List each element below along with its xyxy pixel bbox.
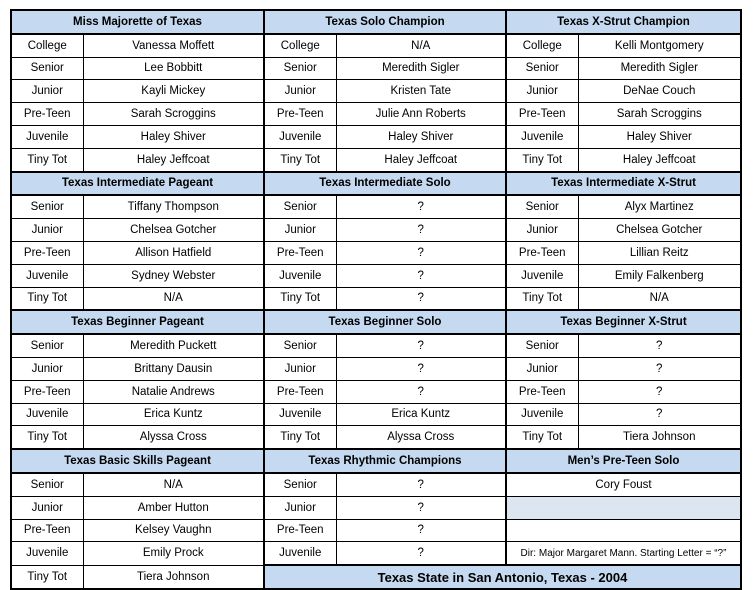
beginner-xstrut-header: Texas Beginner X-Strut: [506, 310, 741, 334]
name-cell: Lillian Reitz: [578, 241, 741, 264]
level-cell: Senior: [264, 57, 336, 80]
intermediate-pageant-header: Texas Intermediate Pageant: [11, 172, 264, 196]
level-cell: Tiny Tot: [264, 426, 336, 449]
section-4-header-row: [11, 449, 741, 473]
level-cell: Tiny Tot: [264, 287, 336, 310]
name-cell: Chelsea Gotcher: [578, 219, 741, 242]
level-cell: Senior: [11, 57, 83, 80]
level-cell: Senior: [264, 195, 336, 218]
level-cell: Tiny Tot: [264, 148, 336, 171]
level-cell: Juvenile: [11, 403, 83, 426]
name-cell: Alyssa Cross: [83, 426, 264, 449]
table-row: [11, 195, 741, 218]
level-cell: Tiny Tot: [11, 565, 83, 589]
level-cell: Junior: [264, 496, 336, 519]
name-cell: ?: [578, 334, 741, 357]
level-cell: Junior: [11, 219, 83, 242]
mens-preteen-solo-header: Men’s Pre-Teen Solo: [506, 449, 741, 473]
name-cell: ?: [336, 380, 506, 403]
level-cell: Pre-Teen: [264, 380, 336, 403]
section-2-header-row: [11, 172, 741, 196]
solo-champion-header: Texas Solo Champion: [264, 10, 506, 34]
level-cell: Juvenile: [11, 125, 83, 148]
name-cell: N/A: [83, 473, 264, 496]
level-cell: Tiny Tot: [506, 148, 578, 171]
table-row: [11, 496, 741, 519]
table-row: [11, 57, 741, 80]
name-cell: ?: [336, 287, 506, 310]
table-row: [11, 219, 741, 242]
name-cell: Erica Kuntz: [336, 403, 506, 426]
intermediate-xstrut-header: Texas Intermediate X-Strut: [506, 172, 741, 196]
table-row: [11, 264, 741, 287]
name-cell: Sydney Webster: [83, 264, 264, 287]
level-cell: Junior: [264, 357, 336, 380]
level-cell: Senior: [264, 334, 336, 357]
table-row: [11, 334, 741, 357]
level-cell: Pre-Teen: [506, 241, 578, 264]
level-cell: Tiny Tot: [506, 426, 578, 449]
intermediate-solo-header: Texas Intermediate Solo: [264, 172, 506, 196]
name-cell: Haley Shiver: [83, 125, 264, 148]
name-cell: Meredith Puckett: [83, 334, 264, 357]
level-cell: College: [264, 34, 336, 57]
table-row: [11, 103, 741, 126]
name-cell: Emily Falkenberg: [578, 264, 741, 287]
name-cell: Alyx Martinez: [578, 195, 741, 218]
name-cell: Haley Shiver: [336, 125, 506, 148]
table-row: [11, 542, 741, 565]
level-cell: Junior: [506, 357, 578, 380]
name-cell: Sarah Scroggins: [83, 103, 264, 126]
name-cell: Allison Hatfield: [83, 241, 264, 264]
level-cell: Pre-Teen: [11, 241, 83, 264]
miss-majorette-header: Miss Majorette of Texas: [11, 10, 264, 34]
level-cell: Senior: [11, 334, 83, 357]
name-cell: Alyssa Cross: [336, 426, 506, 449]
level-cell: Pre-Teen: [264, 103, 336, 126]
table-row: [11, 287, 741, 310]
table-row: [11, 357, 741, 380]
level-cell: College: [506, 34, 578, 57]
name-cell: Natalie Andrews: [83, 380, 264, 403]
level-cell: Junior: [11, 496, 83, 519]
level-cell: Pre-Teen: [11, 103, 83, 126]
name-cell: Tiera Johnson: [578, 426, 741, 449]
name-cell: Kelsey Vaughn: [83, 519, 264, 542]
name-cell: Julie Ann Roberts: [336, 103, 506, 126]
beginner-pageant-header: Texas Beginner Pageant: [11, 310, 264, 334]
name-cell: ?: [336, 334, 506, 357]
table-row: [11, 403, 741, 426]
level-cell: Juvenile: [11, 542, 83, 565]
name-cell: Erica Kuntz: [83, 403, 264, 426]
level-cell: Tiny Tot: [11, 426, 83, 449]
name-cell: Emily Prock: [83, 542, 264, 565]
section-1-header-row: [11, 10, 741, 34]
name-cell: DeNae Couch: [578, 80, 741, 103]
results-table: [10, 9, 742, 590]
name-cell: ?: [336, 219, 506, 242]
table-row: [11, 148, 741, 171]
name-cell: Kayli Mickey: [83, 80, 264, 103]
table-row: [11, 426, 741, 449]
level-cell: Juvenile: [506, 403, 578, 426]
name-cell: Lee Bobbitt: [83, 57, 264, 80]
name-cell: ?: [336, 496, 506, 519]
level-cell: Junior: [506, 80, 578, 103]
level-cell: Senior: [11, 473, 83, 496]
level-cell: Juvenile: [264, 542, 336, 565]
level-cell: Senior: [506, 57, 578, 80]
beginner-solo-header: Texas Beginner Solo: [264, 310, 506, 334]
table-row: [11, 473, 741, 496]
footer-title: Texas State in San Antonio, Texas - 2004: [264, 565, 741, 589]
level-cell: Juvenile: [11, 264, 83, 287]
table-row: [11, 241, 741, 264]
table-row: [11, 80, 741, 103]
xstrut-champion-header: Texas X-Strut Champion: [506, 10, 741, 34]
name-cell: Haley Jeffcoat: [578, 148, 741, 171]
level-cell: Junior: [264, 80, 336, 103]
basic-skills-header: Texas Basic Skills Pageant: [11, 449, 264, 473]
level-cell: Tiny Tot: [11, 287, 83, 310]
level-cell: Pre-Teen: [11, 380, 83, 403]
name-cell: ?: [336, 519, 506, 542]
table-row: [11, 380, 741, 403]
name-cell: ?: [336, 264, 506, 287]
name-cell: Chelsea Gotcher: [83, 219, 264, 242]
mens-preteen-solo-name: Cory Foust: [506, 473, 741, 496]
table-row: [11, 519, 741, 542]
name-cell: Haley Jeffcoat: [83, 148, 264, 171]
name-cell: Haley Jeffcoat: [336, 148, 506, 171]
blank-cell: [506, 519, 741, 542]
level-cell: Senior: [506, 195, 578, 218]
name-cell: Haley Shiver: [578, 125, 741, 148]
level-cell: Pre-Teen: [264, 519, 336, 542]
level-cell: Juvenile: [264, 264, 336, 287]
level-cell: Junior: [11, 357, 83, 380]
name-cell: N/A: [578, 287, 741, 310]
level-cell: Juvenile: [264, 125, 336, 148]
section-3-header-row: [11, 310, 741, 334]
name-cell: ?: [336, 473, 506, 496]
level-cell: Junior: [264, 219, 336, 242]
table-row: [11, 125, 741, 148]
name-cell: Kelli Montgomery: [578, 34, 741, 57]
name-cell: Meredith Sigler: [336, 57, 506, 80]
table-row: [11, 34, 741, 57]
level-cell: Juvenile: [506, 264, 578, 287]
name-cell: ?: [578, 380, 741, 403]
name-cell: ?: [578, 403, 741, 426]
level-cell: Tiny Tot: [11, 148, 83, 171]
name-cell: N/A: [83, 287, 264, 310]
name-cell: N/A: [336, 34, 506, 57]
name-cell: Kristen Tate: [336, 80, 506, 103]
level-cell: Senior: [11, 195, 83, 218]
name-cell: ?: [336, 542, 506, 565]
name-cell: Tiera Johnson: [83, 565, 264, 589]
name-cell: Sarah Scroggins: [578, 103, 741, 126]
name-cell: Amber Hutton: [83, 496, 264, 519]
name-cell: Vanessa Moffett: [83, 34, 264, 57]
name-cell: ?: [578, 357, 741, 380]
level-cell: College: [11, 34, 83, 57]
level-cell: Junior: [506, 219, 578, 242]
name-cell: Meredith Sigler: [578, 57, 741, 80]
name-cell: ?: [336, 357, 506, 380]
director-note: Dir: Major Margaret Mann. Starting Letter = “?”: [506, 542, 741, 565]
level-cell: Junior: [11, 80, 83, 103]
table-row: [11, 565, 741, 589]
level-cell: Pre-Teen: [264, 241, 336, 264]
name-cell: Tiffany Thompson: [83, 195, 264, 218]
level-cell: Senior: [264, 473, 336, 496]
level-cell: Pre-Teen: [506, 103, 578, 126]
level-cell: Juvenile: [506, 125, 578, 148]
name-cell: Brittany Dausin: [83, 357, 264, 380]
level-cell: Juvenile: [264, 403, 336, 426]
level-cell: Tiny Tot: [506, 287, 578, 310]
level-cell: Pre-Teen: [11, 519, 83, 542]
level-cell: Pre-Teen: [506, 380, 578, 403]
name-cell: ?: [336, 195, 506, 218]
level-cell: Senior: [506, 334, 578, 357]
rhythmic-champions-header: Texas Rhythmic Champions: [264, 449, 506, 473]
name-cell: ?: [336, 241, 506, 264]
blank-shaded-cell: [506, 496, 741, 519]
